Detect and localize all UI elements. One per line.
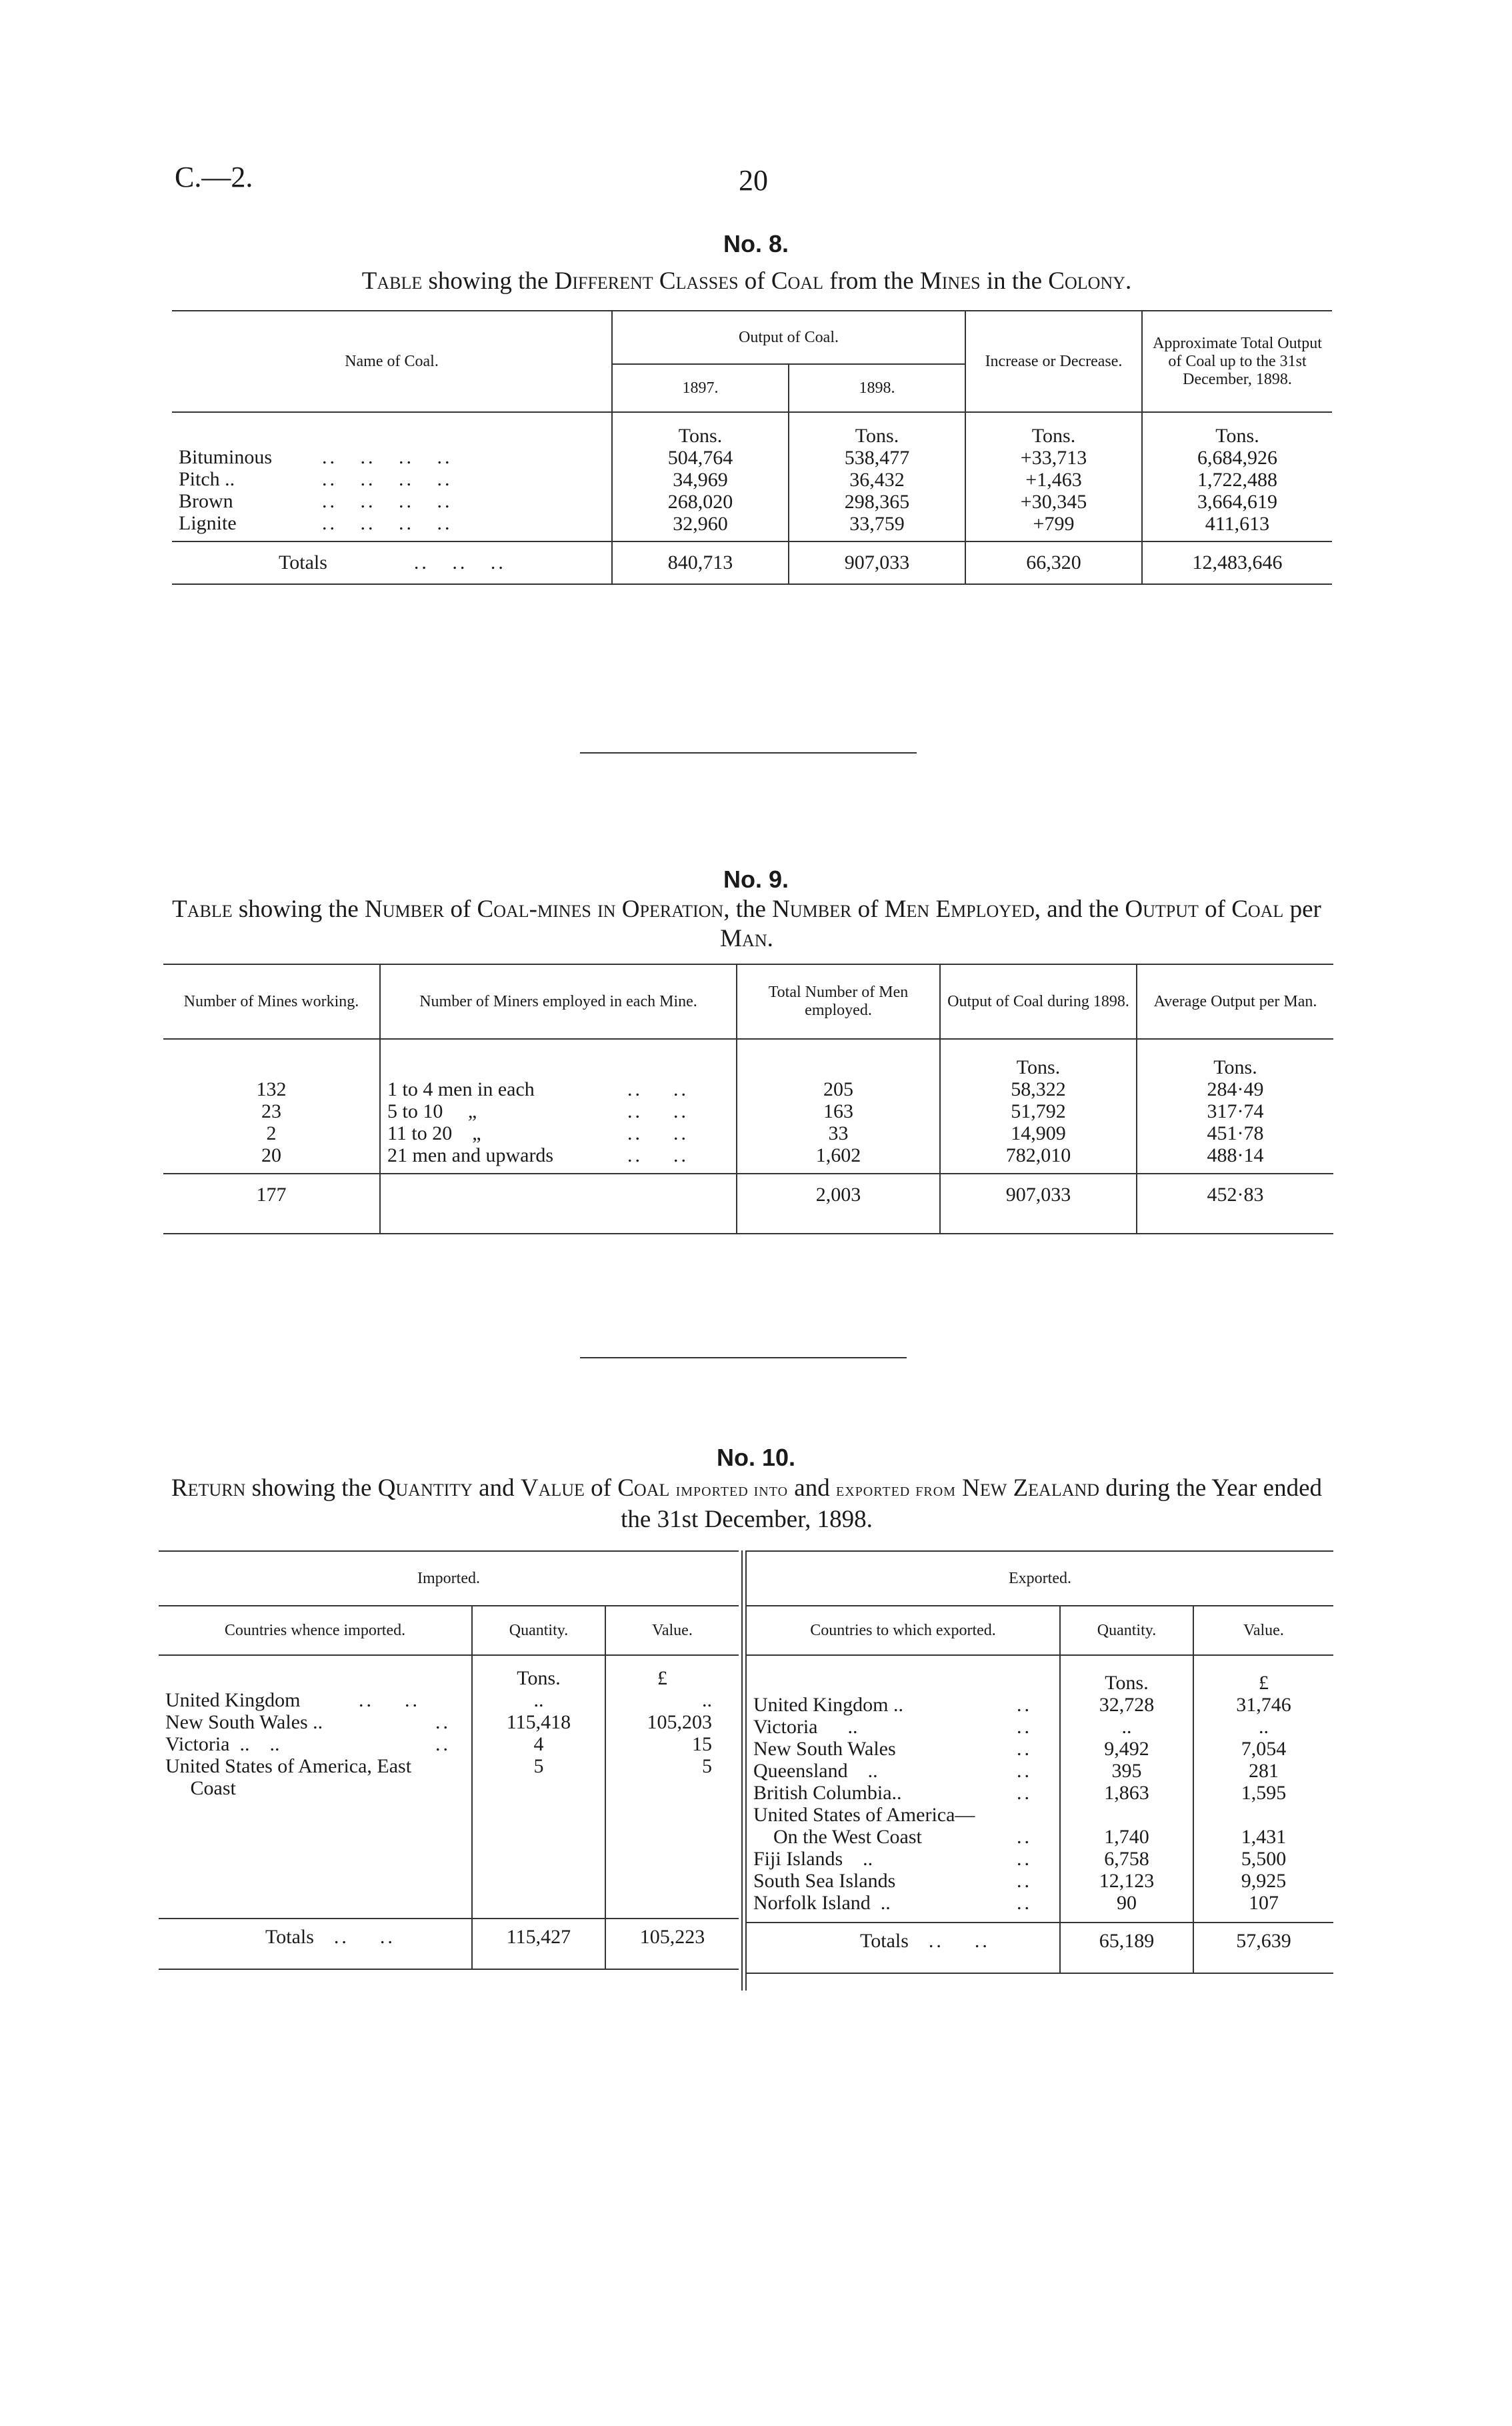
total-cell-empty bbox=[380, 1174, 737, 1234]
total-cell: 907,033 bbox=[940, 1174, 1137, 1234]
caption-part: Quantity bbox=[377, 1474, 473, 1502]
country-row bbox=[753, 1826, 1053, 1848]
leader-dots: .. bbox=[1017, 1826, 1032, 1848]
caption-part: Table bbox=[361, 267, 423, 295]
caption-part: showing the bbox=[422, 267, 555, 295]
caption-part: Man bbox=[720, 925, 767, 952]
caption-part: exported from bbox=[835, 1480, 956, 1500]
coal-row-pitch bbox=[179, 468, 605, 490]
country-name: Queensland .. bbox=[753, 1760, 878, 1782]
header-quantity: Quantity. bbox=[472, 1606, 605, 1655]
col-export-value bbox=[1193, 1655, 1333, 1923]
country-name: United States of America, East bbox=[165, 1755, 412, 1777]
caption-part: and bbox=[472, 1474, 521, 1502]
value-cell: 33 bbox=[828, 1122, 849, 1144]
header-countries-imported: Countries whence imported. bbox=[224, 1621, 406, 1639]
col-export-quantity bbox=[1060, 1655, 1193, 1923]
caption-part: Output bbox=[1125, 896, 1199, 923]
unit-pounds: £ bbox=[1259, 1672, 1269, 1694]
table8-number: No. 8. bbox=[723, 230, 789, 257]
leader-dots: .. .. bbox=[333, 1926, 395, 1948]
totals-label: Totals bbox=[279, 551, 327, 573]
unit-tons: Tons. bbox=[855, 425, 899, 447]
leader-dots: .. bbox=[1017, 1870, 1032, 1892]
header-quantity: Quantity. bbox=[1060, 1606, 1193, 1655]
total-cell: 66,320 bbox=[965, 541, 1142, 584]
value-cell: 5 bbox=[533, 1755, 544, 1777]
value-cell: .. bbox=[702, 1689, 712, 1711]
value-cell: 451·78 bbox=[1207, 1122, 1264, 1144]
value-cell: 298,365 bbox=[844, 491, 910, 513]
country-name: British Columbia.. bbox=[753, 1782, 902, 1804]
caption-part: Colony bbox=[1048, 267, 1125, 295]
unit-pounds: £ bbox=[657, 1667, 667, 1689]
value-cell: 23 bbox=[261, 1100, 281, 1122]
col-import-value bbox=[605, 1655, 739, 1919]
caption-part: Mines bbox=[919, 267, 981, 295]
country-row bbox=[753, 1870, 1053, 1892]
caption-part: imported into bbox=[675, 1480, 789, 1500]
country-row bbox=[753, 1716, 1053, 1738]
country-row bbox=[753, 1848, 1053, 1870]
leader-dots: .. .. .. .. bbox=[322, 512, 453, 534]
caption-part: Table bbox=[172, 896, 233, 923]
value-cell: 268,020 bbox=[667, 491, 733, 513]
caption-part: Different Classes bbox=[554, 267, 739, 295]
leader-dots: .. bbox=[1017, 1892, 1032, 1914]
value-cell: +799 bbox=[1033, 513, 1075, 535]
totals-row bbox=[172, 541, 1332, 584]
coal-row-bituminous bbox=[179, 446, 605, 468]
value-cell: 5 bbox=[702, 1755, 712, 1777]
unit-tons: Tons. bbox=[1016, 1056, 1061, 1078]
caption-part: Value bbox=[520, 1474, 585, 1502]
totals-row bbox=[159, 1919, 739, 1969]
header-countries-exported: Countries to which exported. bbox=[810, 1621, 996, 1639]
document-code: C.—2. bbox=[175, 161, 253, 193]
country-name: United Kingdom .. bbox=[753, 1694, 903, 1716]
coal-name: Brown bbox=[179, 490, 233, 512]
header-1898: 1898. bbox=[789, 364, 965, 412]
total-cell: 115,427 bbox=[472, 1919, 605, 1969]
value-cell: 3,664,619 bbox=[1197, 491, 1277, 513]
country-row bbox=[753, 1738, 1053, 1760]
value-cell: 36,432 bbox=[849, 469, 905, 491]
value-cell: 2 bbox=[266, 1122, 277, 1144]
caption-part: per bbox=[1283, 896, 1321, 923]
total-cell: 105,223 bbox=[605, 1919, 739, 1969]
caption-part: of bbox=[584, 1474, 618, 1502]
leader-dots: .. bbox=[1017, 1760, 1032, 1782]
value-cell: 115,418 bbox=[506, 1711, 571, 1733]
country-row bbox=[165, 1689, 465, 1711]
unit-tons: Tons. bbox=[1215, 425, 1259, 447]
table8 bbox=[172, 310, 1332, 585]
unit-tons: Tons. bbox=[1213, 1056, 1257, 1078]
unit-tons: Tons. bbox=[1031, 425, 1076, 447]
caption-part: Coal-mines in Operation bbox=[477, 896, 724, 923]
unit-tons: Tons. bbox=[517, 1667, 561, 1689]
country-row bbox=[165, 1733, 465, 1755]
value-cell: 163 bbox=[823, 1100, 853, 1122]
leader-dots: .. .. .. .. bbox=[322, 490, 453, 512]
page-number: 20 bbox=[739, 164, 768, 197]
country-name: United States of America— bbox=[753, 1804, 975, 1826]
country-name: Fiji Islands .. bbox=[753, 1848, 873, 1870]
section-divider bbox=[580, 1357, 907, 1358]
value-cell: 1,431 bbox=[1241, 1826, 1287, 1848]
totals-row bbox=[163, 1174, 1333, 1234]
value-cell: 14,909 bbox=[1011, 1122, 1066, 1144]
value-cell: 1,740 bbox=[1104, 1826, 1149, 1848]
value-cell: 411,613 bbox=[1205, 513, 1270, 535]
value-cell: 34,969 bbox=[673, 469, 728, 491]
leader-dots: .. bbox=[435, 1733, 451, 1755]
value-cell: 32,960 bbox=[673, 513, 728, 535]
total-cell: 840,713 bbox=[612, 541, 789, 584]
caption-part: Number bbox=[772, 896, 852, 923]
header-mines-working: Number of Mines working. bbox=[183, 992, 359, 1010]
col-mines bbox=[163, 1039, 380, 1174]
caption-part: Men Employed bbox=[884, 896, 1035, 923]
col-1897 bbox=[612, 412, 789, 541]
coal-row-lignite bbox=[179, 512, 605, 534]
caption-part: in the bbox=[980, 267, 1049, 295]
value-cell: 58,322 bbox=[1011, 1078, 1066, 1100]
leader-dots: .. .. bbox=[928, 1930, 990, 1952]
value-cell: .. bbox=[1259, 1716, 1269, 1738]
leader-dots: .. .. bbox=[627, 1078, 689, 1100]
leader-dots: .. .. .. bbox=[413, 551, 506, 573]
caption-part: Coal bbox=[617, 1474, 670, 1502]
country-row bbox=[753, 1782, 1053, 1804]
totals-label: Totals bbox=[265, 1926, 314, 1948]
header-value: Value. bbox=[605, 1606, 739, 1655]
col-1898 bbox=[789, 412, 965, 541]
col-approx-total bbox=[1142, 412, 1332, 541]
table10-number: No. 10. bbox=[716, 1444, 796, 1471]
value-cell: 12,123 bbox=[1099, 1870, 1155, 1892]
range-label: 11 to 20 „ bbox=[387, 1122, 481, 1144]
caption-part: . bbox=[767, 925, 773, 952]
value-cell: 1,602 bbox=[815, 1144, 861, 1166]
col-countries-exported bbox=[747, 1655, 1060, 1923]
leader-dots: .. .. bbox=[627, 1100, 689, 1122]
caption-part bbox=[956, 1474, 962, 1502]
country-row bbox=[753, 1892, 1053, 1914]
totals-row bbox=[747, 1923, 1333, 1973]
caption-part: New Zealand bbox=[962, 1474, 1100, 1502]
caption-part: , and the bbox=[1034, 896, 1125, 923]
caption-part bbox=[669, 1474, 675, 1502]
caption-part: from the bbox=[823, 267, 920, 295]
table10-caption bbox=[160, 1474, 1333, 1534]
country-name: United Kingdom bbox=[165, 1689, 301, 1711]
total-cell: 177 bbox=[256, 1184, 287, 1206]
caption-part: of bbox=[738, 267, 771, 295]
value-cell: 395 bbox=[1111, 1760, 1142, 1782]
value-cell: 9,492 bbox=[1104, 1738, 1149, 1760]
value-cell: 4 bbox=[533, 1733, 544, 1755]
value-cell: 284·49 bbox=[1207, 1078, 1264, 1100]
coal-name: Bituminous bbox=[179, 446, 273, 468]
coal-name: Pitch .. bbox=[179, 468, 235, 490]
country-row bbox=[753, 1694, 1053, 1716]
table9-number: No. 9. bbox=[723, 866, 789, 893]
value-cell: 6,684,926 bbox=[1197, 447, 1277, 469]
value-cell: 317·74 bbox=[1207, 1100, 1264, 1122]
caption-part: showing the bbox=[232, 896, 365, 923]
double-column-rule bbox=[741, 1550, 747, 1991]
leader-dots: .. .. .. .. bbox=[322, 446, 453, 468]
value-cell: 538,477 bbox=[844, 447, 910, 469]
value-cell: 90 bbox=[1117, 1892, 1137, 1914]
country-row bbox=[165, 1777, 465, 1799]
header-name-of-coal: Name of Coal. bbox=[345, 352, 439, 370]
value-cell bbox=[1067, 1804, 1186, 1826]
header-average-output: Average Output per Man. bbox=[1137, 964, 1333, 1039]
value-cell: +1,463 bbox=[1025, 469, 1082, 491]
range-row bbox=[387, 1144, 729, 1166]
col-total-men bbox=[737, 1039, 940, 1174]
country-name: New South Wales bbox=[753, 1738, 896, 1760]
header-miners-each-mine: Number of Miners employed in each Mine. bbox=[380, 964, 737, 1039]
value-cell: 32,728 bbox=[1099, 1694, 1155, 1716]
value-cell: 20 bbox=[261, 1144, 281, 1166]
caption-part: and bbox=[788, 1474, 836, 1502]
value-cell: 1,863 bbox=[1104, 1782, 1149, 1804]
caption-part: Coal bbox=[1231, 896, 1284, 923]
col-average bbox=[1137, 1039, 1333, 1174]
value-cell: 33,759 bbox=[849, 513, 905, 535]
section-divider bbox=[580, 752, 917, 754]
value-cell bbox=[1201, 1804, 1327, 1826]
header-output-of-coal: Output of Coal. bbox=[612, 311, 965, 364]
value-cell: 6,758 bbox=[1104, 1848, 1149, 1870]
value-cell: +30,345 bbox=[1020, 491, 1087, 513]
caption-part: showing the bbox=[245, 1474, 378, 1502]
caption-part: Coal bbox=[771, 267, 823, 295]
caption-part: Number bbox=[365, 896, 445, 923]
leader-dots: .. .. bbox=[627, 1122, 689, 1144]
leader-dots: .. bbox=[435, 1711, 451, 1733]
leader-dots: .. bbox=[1017, 1694, 1032, 1716]
table9 bbox=[163, 964, 1333, 1234]
country-name: New South Wales .. bbox=[165, 1711, 323, 1733]
caption-part: during the Year ended the 31st December, 1898. bbox=[621, 1474, 1323, 1533]
value-cell: 1,595 bbox=[1241, 1782, 1287, 1804]
header-approx-total: Approximate Total Output of Coal up to the 31st December, 1898. bbox=[1142, 311, 1332, 412]
total-cell: 2,003 bbox=[737, 1174, 940, 1234]
exported-table bbox=[747, 1550, 1333, 1974]
country-row bbox=[753, 1804, 1053, 1826]
imported-table bbox=[159, 1550, 739, 1970]
value-cell: 105,203 bbox=[647, 1711, 712, 1733]
value-cell: .. bbox=[1121, 1716, 1132, 1738]
range-label: 5 to 10 „ bbox=[387, 1100, 477, 1122]
caption-part: of bbox=[1198, 896, 1232, 923]
country-row bbox=[165, 1755, 465, 1777]
value-cell: 9,925 bbox=[1241, 1870, 1287, 1892]
header-total-men: Total Number of Men employed. bbox=[737, 964, 940, 1039]
value-cell: 782,010 bbox=[1005, 1144, 1071, 1166]
table8-caption bbox=[160, 267, 1333, 296]
value-cell: 7,054 bbox=[1241, 1738, 1287, 1760]
country-name: Victoria .. .. bbox=[165, 1733, 280, 1755]
caption-part: of bbox=[851, 896, 885, 923]
leader-dots: .. bbox=[1017, 1716, 1032, 1738]
total-cell: 907,033 bbox=[789, 541, 965, 584]
totals-label: Totals bbox=[860, 1930, 909, 1952]
col-countries-imported bbox=[159, 1655, 472, 1919]
col-increase bbox=[965, 412, 1142, 541]
total-cell: 452·83 bbox=[1137, 1174, 1333, 1234]
value-cell: .. bbox=[533, 1689, 544, 1711]
value-cell: 132 bbox=[256, 1078, 287, 1100]
caption-part: . bbox=[1125, 267, 1132, 295]
value-cell: 504,764 bbox=[667, 447, 733, 469]
range-row bbox=[387, 1122, 729, 1144]
value-cell: 205 bbox=[823, 1078, 853, 1100]
range-row bbox=[387, 1100, 729, 1122]
value-cell: 281 bbox=[1249, 1760, 1279, 1782]
value-cell: 107 bbox=[1249, 1892, 1279, 1914]
total-cell: 65,189 bbox=[1060, 1923, 1193, 1973]
col-import-quantity bbox=[472, 1655, 605, 1919]
country-name: Coast bbox=[165, 1777, 236, 1799]
caption-part: Return bbox=[171, 1474, 246, 1502]
value-cell: 488·14 bbox=[1207, 1144, 1264, 1166]
header-increase-decrease: Increase or Decrease. bbox=[965, 311, 1142, 412]
unit-tons: Tons. bbox=[678, 425, 723, 447]
value-cell: 1,722,488 bbox=[1197, 469, 1277, 491]
leader-dots: .. bbox=[1017, 1738, 1032, 1760]
leader-dots: .. .. bbox=[359, 1689, 420, 1711]
country-name: On the West Coast bbox=[753, 1826, 922, 1848]
country-name: South Sea Islands bbox=[753, 1870, 896, 1892]
coal-row-brown bbox=[179, 490, 605, 512]
value-cell: +33,713 bbox=[1020, 447, 1087, 469]
header-1897: 1897. bbox=[612, 364, 789, 412]
header-output-1898: Output of Coal during 1898. bbox=[940, 964, 1137, 1039]
caption-part: , the bbox=[723, 896, 773, 923]
exported-title: Exported. bbox=[1009, 1569, 1071, 1587]
col-miners-range bbox=[380, 1039, 737, 1174]
total-cell: 12,483,646 bbox=[1142, 541, 1332, 584]
country-row bbox=[165, 1711, 465, 1733]
value-cell: 31,746 bbox=[1236, 1694, 1291, 1716]
name-column bbox=[172, 412, 612, 541]
range-label: 21 men and upwards bbox=[387, 1144, 554, 1166]
range-row bbox=[387, 1078, 729, 1100]
value-cell: 15 bbox=[692, 1733, 712, 1755]
imported-title: Imported. bbox=[417, 1569, 480, 1587]
country-name: Victoria .. bbox=[753, 1716, 858, 1738]
value-cell: 51,792 bbox=[1011, 1100, 1066, 1122]
table9-caption bbox=[160, 895, 1333, 954]
leader-dots: .. bbox=[1017, 1782, 1032, 1804]
coal-name: Lignite bbox=[179, 512, 237, 534]
leader-dots: .. bbox=[1017, 1848, 1032, 1870]
caption-part: of bbox=[444, 896, 477, 923]
header-value: Value. bbox=[1193, 1606, 1333, 1655]
country-name: Norfolk Island .. bbox=[753, 1892, 891, 1914]
total-cell: 57,639 bbox=[1193, 1923, 1333, 1973]
range-label: 1 to 4 men in each bbox=[387, 1078, 535, 1100]
value-cell: 5,500 bbox=[1241, 1848, 1287, 1870]
leader-dots: .. .. .. .. bbox=[322, 468, 453, 490]
unit-tons: Tons. bbox=[1105, 1672, 1149, 1694]
col-output bbox=[940, 1039, 1137, 1174]
leader-dots: .. .. bbox=[627, 1144, 689, 1166]
country-row bbox=[753, 1760, 1053, 1782]
